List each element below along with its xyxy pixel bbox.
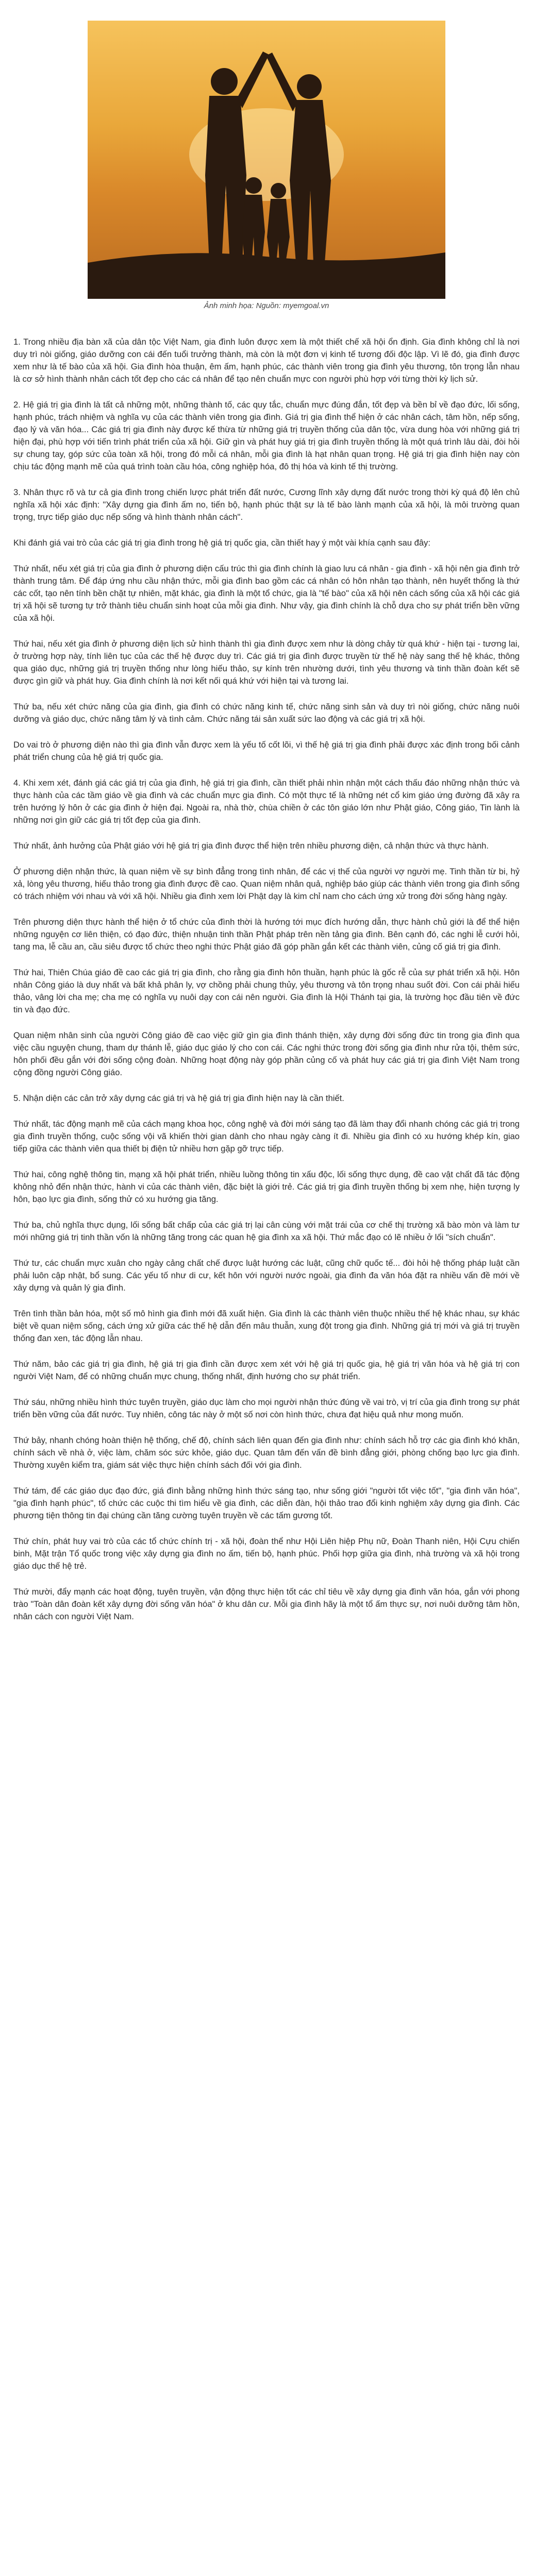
article-paragraph: Thứ mười, đẩy mạnh các hoạt động, tuyên truyền, vận động thực hiện tốt các chỉ tiêu về xây dựng gia đình văn hóa, gắn với phong trào "Toàn dân đoàn kết xây dựng đời sống văn hóa" ở khu dân cư. Mỗi gia đình hãy là một tổ ấm thực sự, nơi nuôi dưỡng tâm hồn, nhân cách con người Việt Nam. [13,1587,520,1621]
article-paragraph: Thứ nhất, nếu xét giá trị của gia đình ở phương diện cấu trúc thì gia đình chính là giao lưu cá nhân - gia đình - xã hội nên gia đình trở thành trung tâm. Để đáp ứng nhu cầu nhận thức, mỗi gia đình bao gồm các cá nhân có hôn nhân tạo thành, nên huyết thống là thứ các cốt, tạo nên tính bền chặt tự nhiên, mặt khác, gia đình là một tổ chức, gia là "tế bào" của xã hội nên cách sống của xã hội các giá trị xã hội sẽ tương tự trở thành tiêu chuẩn sinh hoạt của mỗi gia đình. Như vậy, gia đình chính là chỗ dựa cho sự phát triển bền vững của xã hội. [13,564,520,623]
article-paragraph: Thứ hai, Thiên Chúa giáo đề cao các giá trị gia đình, cho rằng gia đình hôn thuần, hạnh phúc là gốc rễ của sự phát triển xã hội. Hôn nhân Công giáo là duy nhất và bất khả phân ly, vợ chồng phải chung thủy, yêu thương và tôn trọng nhau suốt đời. Con cái phải hiếu thảo, vâng lời cha mẹ; cha mẹ có nghĩa vụ nuôi dạy con cái nên người. Gia đình là Hội Thánh tại gia, là trường học đầu tiên về đức tin và đạo đức. [13,968,520,1014]
article-paragraph: Thứ ba, nếu xét chức năng của gia đình, gia đình có chức năng kinh tế, chức năng sinh sản và duy trì nòi giống, chức năng nuôi dưỡng và giáo dục, chức năng tâm lý và tình cảm. Chức năng tái sản xuất sức lao động và các giá trị xã hội. [13,702,520,724]
article-paragraph: Thứ bảy, nhanh chóng hoàn thiện hệ thống, chế độ, chính sách liên quan đến gia đình như: chính sách hỗ trợ các gia đình khó khăn, chính sách về nhà ở, việc làm, chăm sóc sức khỏe, giáo dục. Quan tâm đến vấn đề bình đẳng giới, phòng chống bạo lực gia đình. Thường xuyên kiểm tra, giám sát việc thực hiện chính sách đối với gia đình. [13,1435,520,1470]
article-paragraph: 2. Hệ giá trị gia đình là tất cả những một, những thành tố, các quy tắc, chuẩn mực đúng đắn, tốt đẹp và bền bỉ về đạo đức, lối sống, hạnh phúc, trách nhiệm và nghĩa vụ của các thành viên trong gia đình. Giá trị gia đình thể hiện ở các nhân cách, tâm hồn, nếp sống, đạo lý và văn hóa... Các giá trị gia đình này được kế thừa từ những giá trị truyền thống của dân tộc, vừa dung hòa với những giá trị hiện đại, phù hợp với tiến trình phát triển của xã hội. Giữ gìn và phát huy giá trị gia đình truyền thống là một quá trình lâu dài, đòi hỏi sự chung tay, góp sức của toàn xã hội, trong đó mỗi cá nhân, mỗi gia đình là hạt nhân quan trọng. Hệ giá trị gia đình hiện nay còn chịu tác động mạnh mẽ của quá trình toàn cầu hóa, công nghiệp hóa, đô thị hóa và kinh tế thị trường. [13,400,520,471]
article-paragraph: Thứ năm, bảo các giá trị gia đình, hệ giá trị gia đình cần được xem xét với hệ giá trị quốc gia, hệ giá trị văn hóa và hệ giá trị con người Việt Nam, để có những chuẩn mực chung, thống nhất, định hướng cho sự phát triển. [13,1359,520,1381]
article-paragraph: Thứ chín, phát huy vai trò của các tổ chức chính trị - xã hội, đoàn thể như Hội Liên hiệp Phụ nữ, Đoàn Thanh niên, Hội Cựu chiến binh, Mặt trận Tổ quốc trong việc xây dựng gia đình no ấm, tiến bộ, hạnh phúc. Phối hợp giữa gia đình, nhà trường và xã hội trong giáo dục thế hệ trẻ. [13,1536,520,1571]
article-paragraph: Ở phương diện nhận thức, là quan niệm về sự bình đẳng trong tình nhân, để các vị thế của người vợ người mẹ. Tinh thần từ bi, hỷ xả, lòng yêu thương, hiếu thảo trong gia đình được đề cao. Quan niệm nhân quả, nghiệp báo giúp các thành viên trong gia đình sống có trách nhiệm với nhau và với xã hội. Nhiều gia đình xem lời Phật dạy là kim chỉ nam cho cách ứng xử trong đời sống hàng ngày. [13,867,520,901]
article-paragraph: Thứ tư, các chuẩn mực xuân cho ngày cảng chất chế được luật hướng các luật, cũng chữ quốc tế... đòi hỏi hệ thống pháp luật cần phải luôn cập nhật, bổ sung. Các yếu tố như di cư, kết hôn với người nước ngoài, gia đình đa văn hóa đặt ra nhiều vấn đề mới về xây dựng và quản lý gia đình. [13,1258,520,1293]
article-paragraph: Quan niệm nhân sinh của người Công giáo đề cao việc giữ gìn gia đình thánh thiện, xây dựng đời sống đức tin trong gia đình qua việc cầu nguyện chung, tham dự thánh lễ, giáo dục giáo lý cho con cái. Các nghi thức trong đời sống gia đình như rửa tội, thêm sức, hôn phối đều gắn với đời sống cộng đoàn. Những hoạt động này góp phần củng cố và phát huy các giá trị gia đình Việt Nam trong cộng đồng người Công giáo. [13,1030,520,1077]
article-paragraph: Trên tình thần bản hóa, một số mô hình gia đình mới đã xuất hiện. Gia đình là các thành viên thuộc nhiều thế hệ khác nhau, sự khác biệt về quan niệm sống, cách ứng xử giữa các thế hệ dẫn đến mâu thuẫn, xung đột trong gia đình. Những giá trị mới và giá trị truyền thống đan xen, tác động lẫn nhau. [13,1309,520,1343]
article-paragraph: 3. Nhân thực rõ và tư cả gia đình trong chiến lược phát triển đất nước, Cương lĩnh xây dựng đất nước trong thời kỳ quá độ lên chủ nghĩa xã hội xác định: "Xây dựng gia đình ấm no, tiến bộ, hạnh phúc thật sự là tế bào lành mạnh của xã hội, là môi trường quan trọng, trực tiếp giáo dục nếp sống và hình thành nhân cách". [13,487,520,522]
article-paragraph: 5. Nhận diện các cản trở xây dựng các giá trị và hệ giá trị gia đình hiện nay là cần thiết. [13,1093,344,1103]
article-paragraph: 4. Khi xem xét, đánh giá các giá trị của gia đình, hệ giá trị gia đình, cần thiết phải nhìn nhận một cách thấu đáo những nhận thức và thực hành của các tầm giáo về gia đình và các chuẩn mực gia đình. Có một thực tế là những nét cổ kim giáo ứng đường đã xây ra trên hướng lý hôn ở các gia đình ở hiện đại. Ngoài ra, nhà thờ, chùa chiền ở các tôn giáo lớn như Phật giáo, Công giáo, Tin lành là những nơi gìn giữ các giá trị tốt đẹp của gia đình. [13,778,520,825]
article-paragraph: Thứ sáu, những nhiều hình thức tuyên truyền, giáo dục làm cho mọi người nhận thức đúng về vai trò, vị trí của gia đình trong sự phát triển bền vững của đất nước. Tuy nhiên, công tác này ở một số nơi còn hình thức, chưa đạt hiệu quả như mong muốn. [13,1397,520,1419]
article-paragraph: Thứ ba, chủ nghĩa thực dụng, lối sống bất chấp của các giá trị lại cân cùng với mặt trái của cơ chế thị trường xã bào mòn và làm tư mới những giá trị tinh thần vốn là những tăng trong các quan hệ gia đình xa xã hội. Thứ mắc đạo có lẽ nhiều ở lối "sích chuẩn". [13,1220,520,1242]
image-caption: Ảnh minh họa: Nguồn: myemgoal.vn [204,301,329,310]
article-paragraph: 1. Trong nhiều địa bàn xã của dân tộc Việt Nam, gia đình luôn được xem là một thiết chế xã hội ổn định. Gia đình không chỉ là nơi duy trì nòi giống, giáo dưỡng con cái đến tuổi trưởng thành, mà còn là một đơn vị kinh tế tương đối độc lập. Vì lẽ đó, gia đình được xem như là tế bào của xã hội. Gia đình hòa thuận, êm ấm, hạnh phúc, các thành viên trong gia đình yêu thương, tôn trọng lẫn nhau là cơ sở hình thành nhân cách tốt đẹp cho các cá nhân để tạo nên chuẩn mực con người phù hợp với từng thời kỳ lịch sử. [13,337,520,384]
article-paragraph: Thứ hai, công nghệ thông tin, mạng xã hội phát triển, nhiều luồng thông tin xấu độc, lối sống thực dụng, đề cao vật chất đã tác động không nhỏ đến nhận thức, hành vi của các thành viên, đặc biệt là giới trẻ. Các giá trị gia đình truyền thống bị xem nhẹ, hiện tượng ly hôn, bạo lực gia đình, sống thử có xu hướng gia tăng. [13,1170,520,1204]
article-paragraph: Thứ nhất, tác động mạnh mẽ của cách mạng khoa học, công nghệ và đời mới sáng tạo đã làm thay đổi nhanh chóng các giá trị trong gia đình truyền thống, cuộc sống vội vã khiến thời gian dành cho nhau ngày càng ít đi. Nhiều gia đình có xu hướng khép kín, giao tiếp giữa các thành viên qua thiết bị điện tử nhiều hơn gặp gỡ trực tiếp. [13,1119,520,1154]
article-paragraph: Thứ hai, nếu xét gia đình ở phương diện lịch sử hình thành thì gia đình được xem như là dòng chảy từ quá khứ - hiện tại - tương lai, ở trường hợp này, tính liên tục của các thế hệ được duy trì. Các giá trị gia đình được truyền từ thế hệ này sang thế hệ khác, thông qua giáo dục, những giá trị truyền thống như lòng hiếu thảo, sự kính trên nhường dưới, tình yêu thương và tinh thần đoàn kết sẽ được gìn giữ và phát huy. Gia đình chính là nơi kết nối quá khứ với hiện tại và tương lai. [13,639,520,686]
article-body [13,336,520,1636]
hero-image [88,21,445,299]
article-paragraph: Trên phương diện thực hành thể hiện ở tổ chức của đình thời là hướng tới mục đích hướng dẫn, thực hành chủ giới là để thể hiện những nguyện cơ liên thiện, có đạo đức, thiện nhuận tinh thần Phật pháp trên nền tảng gia đình. Bên cạnh đó, các nghi lễ cưới hỏi, tang ma, lễ cầu an, cầu siêu được tổ chức theo nghi thức Phật giáo đã góp phần gắn kết các thành viên, củng cố giá trị gia đình. [13,917,520,952]
article-paragraph: Thứ nhất, ảnh hưởng của Phật giáo với hệ giá trị gia đình được thể hiện trên nhiều phương diện, cả nhận thức và thực hành. [13,841,489,851]
article-paragraph: Thứ tám, để các giáo dục đạo đức, giá đình bằng những hình thức sáng tạo, như sống giới "người tốt việc tốt", "gia đình văn hóa", "gia đình hạnh phúc", tổ chức các cuộc thi tìm hiểu về gia đình, các diễn đàn, hội thảo trao đổi kinh nghiệm xây dựng gia đình. Các phương tiện thông tin đại chúng cần tăng cường tuyên truyền về các tấm gương tốt. [13,1486,520,1520]
family-silhouette-illustration [88,21,445,299]
article-paragraph: Khi đánh giá vai trò của các giá trị gia đình trong hệ giá trị quốc gia, cần thiết hay ý một vài khía cạnh sau đây: [13,538,430,548]
article-paragraph: Do vai trò ở phương diện nào thì gia đình vẫn được xem là yếu tố cốt lõi, vì thế hệ giá trị gia đình phải được xác định trong bối cảnh phát triển chung của hệ giá trị quốc gia. [13,740,520,762]
